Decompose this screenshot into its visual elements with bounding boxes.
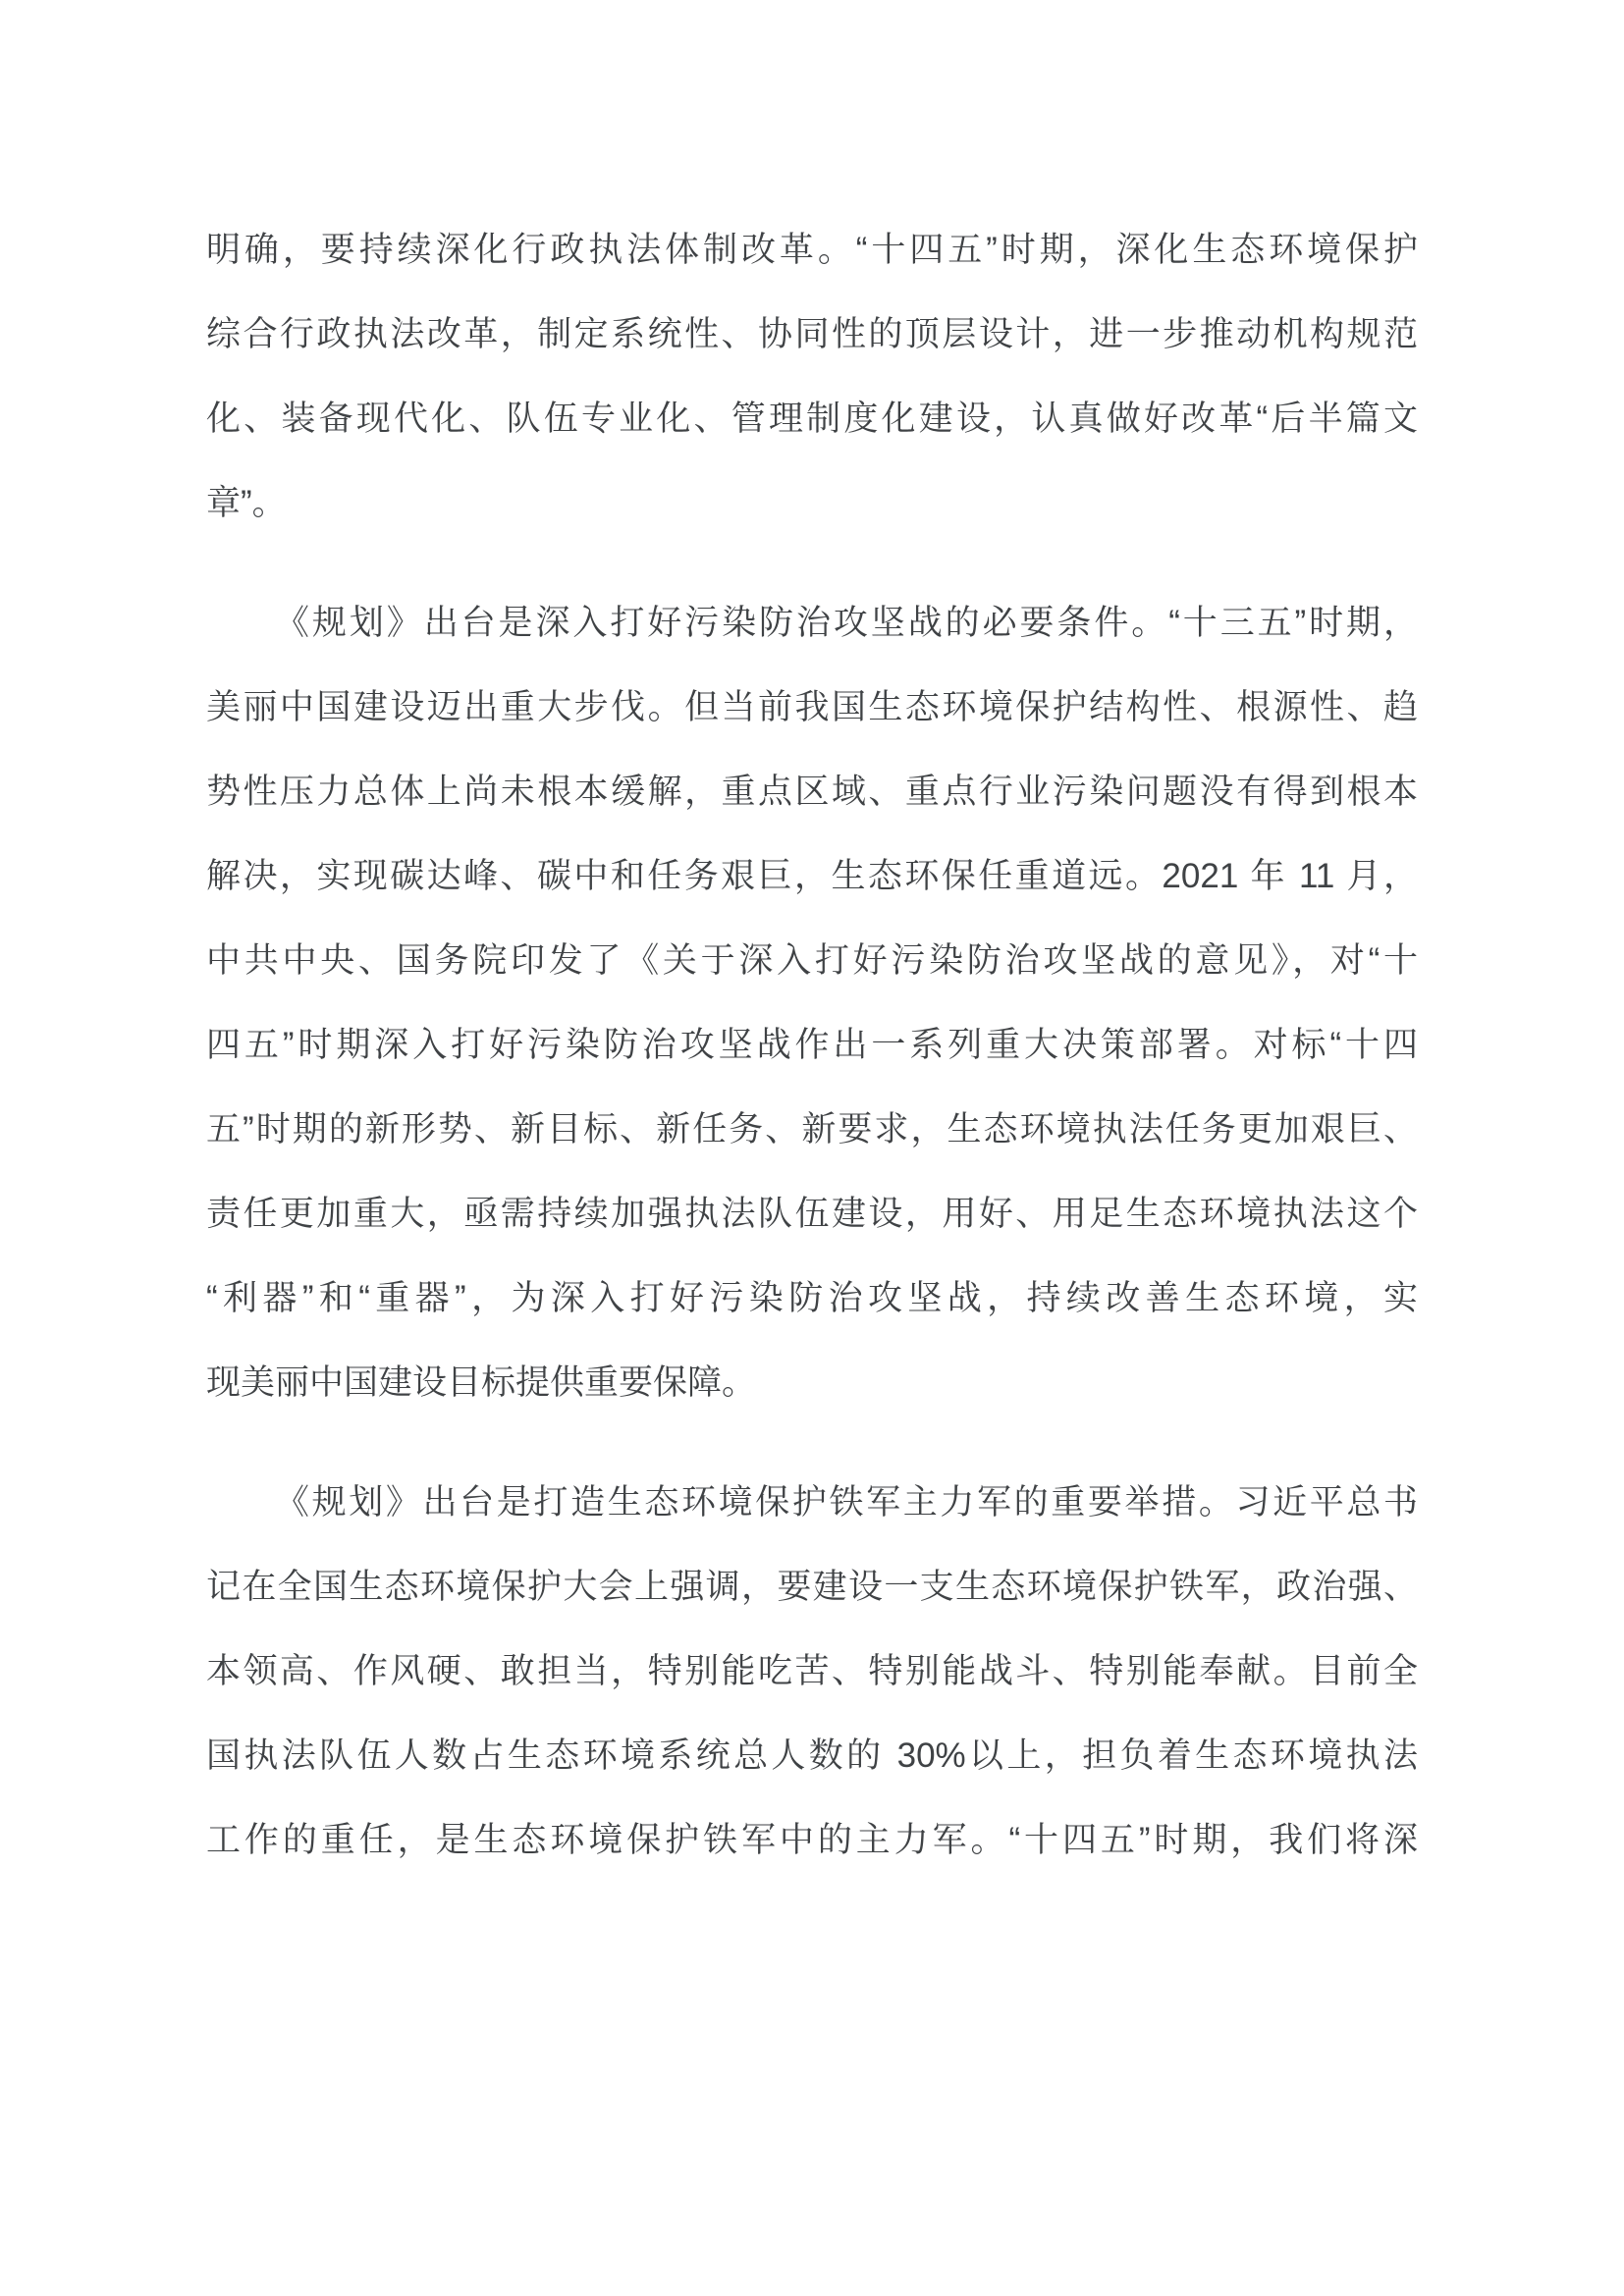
paragraph (206, 581, 1418, 1425)
text-line: 五”时期的新形势、新目标、新任务、新要求，生态环境执法任务更加艰巨、 (206, 1110, 1418, 1148)
text-line: 化、装备现代化、队伍专业化、管理制度化建设，认真做好改革“后半篇文 (206, 400, 1418, 438)
text-line: 记在全国生态环境保护大会上强调，要建设一支生态环境保护铁军，政治强、 (206, 1568, 1418, 1606)
text-line: 现美丽中国建设目标提供重要保障。 (206, 1363, 757, 1402)
text-line: 中共中央、国务院印发了《关于深入打好污染防治攻坚战的意见》，对“十 (206, 941, 1418, 980)
document-body (206, 208, 1418, 1883)
text-line: 国执法队伍人数占生态环境系统总人数的 30%以上，担负着生态环境执法 (206, 1736, 1418, 1775)
text-line: 章”。 (206, 484, 287, 522)
text-line: 解决，实现碳达峰、碳中和任务艰巨，生态环保任重道远。2021 年 11 月， (206, 857, 1418, 895)
paragraph (206, 208, 1418, 546)
text-line: 本领高、作风硬、敢担当，特别能吃苦、特别能战斗、特别能奉献。目前全 (206, 1652, 1418, 1690)
text-line: 工作的重任，是生态环境保护铁军中的主力军。“十四五”时期，我们将深 (206, 1821, 1418, 1859)
text-line: 四五”时期深入打好污染防治攻坚战作出一系列重大决策部署。对标“十四 (206, 1026, 1418, 1064)
text-line: 《规划》出台是打造生态环境保护铁军主力军的重要举措。习近平总书 (275, 1483, 1418, 1522)
text-line: “利器”和“重器”，为深入打好污染防治攻坚战，持续改善生态环境，实 (206, 1279, 1418, 1317)
paragraph (206, 1461, 1418, 1883)
text-line: 明确，要持续深化行政执法体制改革。“十四五”时期，深化生态环境保护 (206, 231, 1418, 269)
text-line: 势性压力总体上尚未根本缓解，重点区域、重点行业污染问题没有得到根本 (206, 773, 1418, 811)
text-line: 责任更加重大，亟需持续加强执法队伍建设，用好、用足生态环境执法这个 (206, 1195, 1418, 1233)
text-line: 《规划》出台是深入打好污染防治攻坚战的必要条件。“十三五”时期， (275, 604, 1418, 642)
text-line: 美丽中国建设迈出重大步伐。但当前我国生态环境保护结构性、根源性、趋 (206, 688, 1418, 726)
text-line: 综合行政执法改革，制定系统性、协同性的顶层设计，进一步推动机构规范 (206, 315, 1418, 353)
